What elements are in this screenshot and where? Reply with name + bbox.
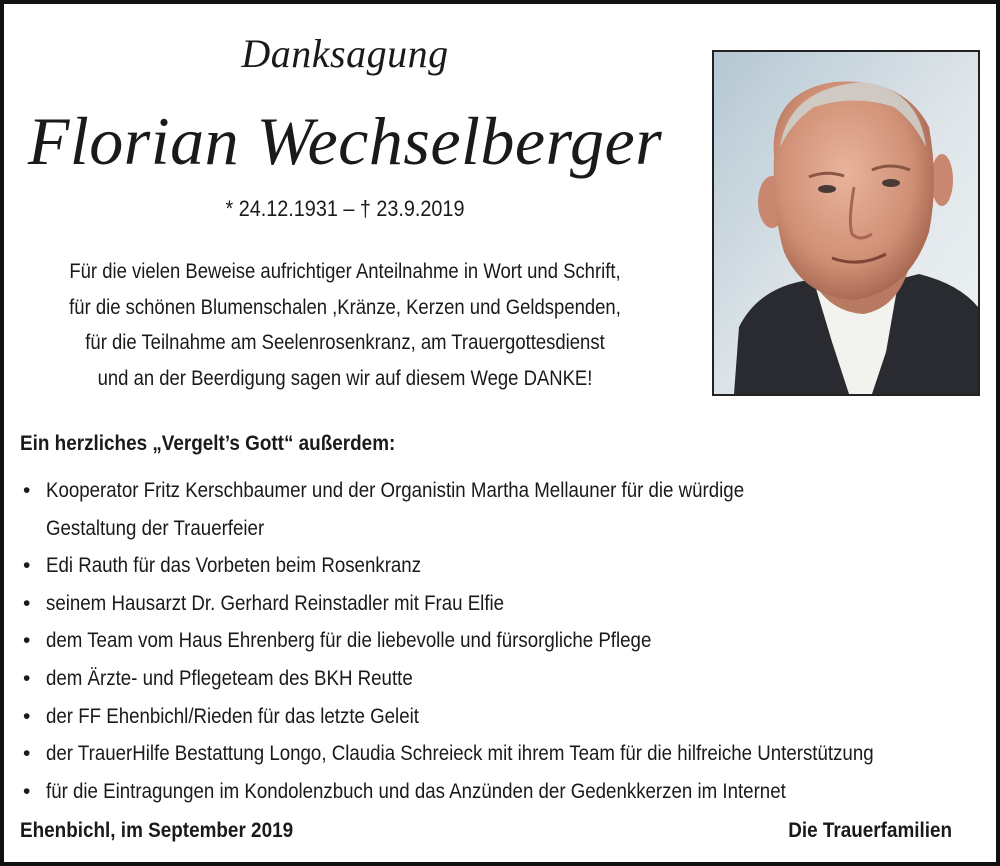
list-item-line: seinem Hausarzt Dr. Gerhard Reinstadler mit Frau Elfie xyxy=(46,591,505,615)
intro-line: für die schönen Blumenschalen ,Kränze, Kerzen und Geldspenden, xyxy=(69,295,621,319)
list-item xyxy=(20,660,960,698)
page-title: Danksagung xyxy=(241,31,449,76)
list-item-line: dem Team vom Haus Ehrenberg für die liebevolle und fürsorgliche Pflege xyxy=(46,629,652,653)
bullet-icon: • xyxy=(23,479,31,502)
list-item-line: für die Eintragungen im Kondolenzbuch und das Anzünden der Gedenkkerzen im Internet xyxy=(46,779,786,803)
portrait-photo xyxy=(712,50,980,396)
intro-line: Für die vielen Beweise aufrichtiger Anteilnahme in Wort und Schrift, xyxy=(69,260,621,283)
thanks-subheading: Ein herzliches „Vergelt’s Gott“ außerdem: xyxy=(20,432,396,455)
list-item xyxy=(20,773,960,811)
list-item-line: der TrauerHilfe Bestattung Longo, Claudia Schreieck mit ihrem Team für die hilfreiche Unterstützung xyxy=(46,742,874,766)
list-item-line: Edi Rauth für das Vorbeten beim Rosenkranz xyxy=(46,554,422,578)
intro-line: für die Teilnahme am Seelenrosenkranz, am Trauergottesdienst xyxy=(85,331,605,354)
list-item xyxy=(20,622,960,660)
bullet-icon: • xyxy=(23,554,31,578)
bullet-icon: • xyxy=(23,629,31,653)
bullet-icon: • xyxy=(23,779,31,803)
list-item xyxy=(20,585,960,623)
bullet-icon: • xyxy=(23,591,31,615)
portrait-image xyxy=(714,52,978,394)
thanks-list xyxy=(20,472,960,810)
bullet-icon: • xyxy=(23,704,31,728)
life-dates: * 24.12.1931 – † 23.9.2019 xyxy=(225,196,465,221)
list-item-line: der FF Ehenbichl/Rieden für das letzte Geleit xyxy=(46,704,419,728)
bullet-icon: • xyxy=(23,742,31,766)
list-item xyxy=(20,735,960,773)
signature: Die Trauerfamilien xyxy=(788,819,952,842)
list-item xyxy=(20,698,960,736)
list-item-line: dem Ärzte- und Pflegeteam des BKH Reutte xyxy=(46,666,413,690)
place-date: Ehenbichl, im September 2019 xyxy=(20,819,294,842)
deceased-name: Florian Wechselberger xyxy=(27,103,663,179)
intro-line: und an der Beerdigung sagen wir auf diesem Wege DANKE! xyxy=(97,366,593,390)
list-item xyxy=(20,472,960,547)
list-item-line: Gestaltung der Trauerfeier xyxy=(46,516,265,540)
list-item-line: Kooperator Fritz Kerschbaumer und der Organistin Martha Mellauner für die würdige xyxy=(46,479,745,502)
bullet-icon: • xyxy=(23,666,31,690)
intro-text xyxy=(4,254,686,396)
list-item xyxy=(20,547,960,585)
